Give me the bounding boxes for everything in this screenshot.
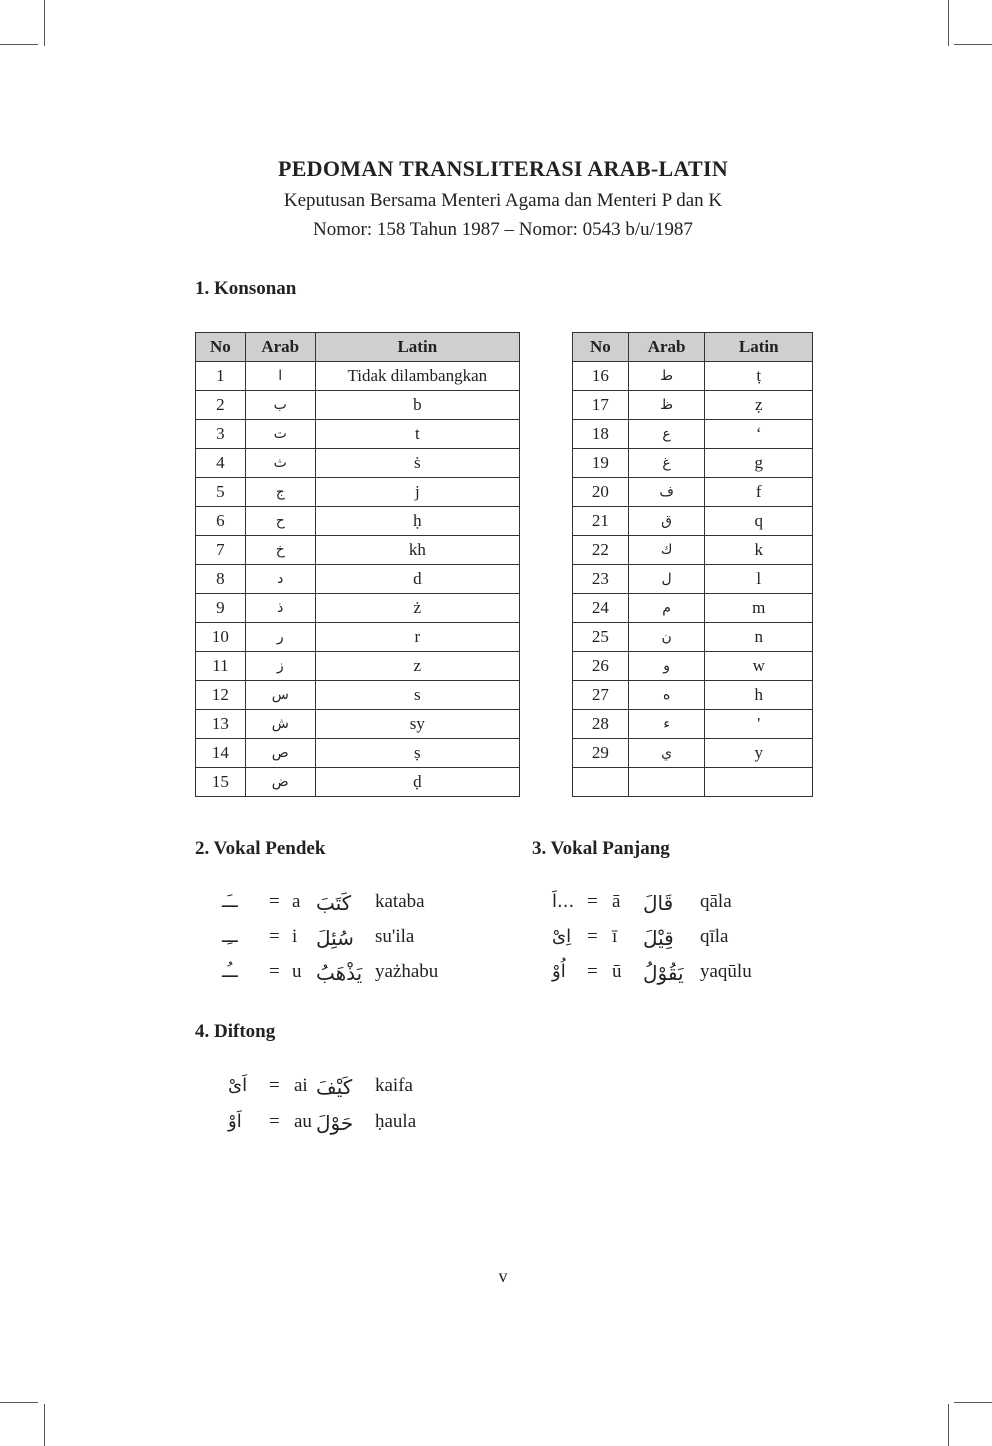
cell-arab: ث: [245, 449, 315, 478]
latin-sound: ū: [612, 961, 622, 982]
table-row: [196, 362, 520, 391]
cell-no: 29: [573, 739, 629, 768]
cell-latin: ẓ: [705, 391, 813, 420]
latin-example: qīla: [700, 926, 729, 947]
cell-latin: ż: [315, 594, 519, 623]
cell-latin: w: [705, 652, 813, 681]
cell-arab: ظ: [628, 391, 705, 420]
cell-no: 2: [196, 391, 246, 420]
latin-sound: ī: [612, 926, 618, 947]
cell-arab: ل: [628, 565, 705, 594]
cell-arab: و: [628, 652, 705, 681]
table-row: [573, 565, 813, 594]
cell-arab: ح: [245, 507, 315, 536]
cell-no: 13: [196, 710, 246, 739]
cell-latin: r: [315, 623, 519, 652]
column-header-latin: Latin: [315, 333, 519, 362]
table-row: [196, 391, 520, 420]
cell-latin: g: [705, 449, 813, 478]
cell-no: 23: [573, 565, 629, 594]
cell-arab: ر: [245, 623, 315, 652]
table-row: [196, 594, 520, 623]
cell-arab: ن: [628, 623, 705, 652]
cell-latin: ḥ: [315, 507, 519, 536]
latin-sound: a: [292, 891, 301, 912]
cell-latin: n: [705, 623, 813, 652]
column-header-arab: Arab: [628, 333, 705, 362]
cell-latin: sy: [315, 710, 519, 739]
latin-sound: i: [292, 926, 298, 947]
list-item: [0, 961, 992, 991]
equals-sign: =: [269, 961, 280, 982]
cell-latin: s: [315, 681, 519, 710]
cell-arab: [628, 768, 705, 797]
cell-latin: k: [705, 536, 813, 565]
cell-arab: د: [245, 565, 315, 594]
cell-no: 6: [196, 507, 246, 536]
vowel-mark: اَىْ: [228, 1075, 248, 1096]
cell-no: 9: [196, 594, 246, 623]
cell-no: 12: [196, 681, 246, 710]
cell-no: 18: [573, 420, 629, 449]
section-vokal-panjang-heading: 3. Vokal Panjang: [532, 838, 670, 859]
column-header-latin: Latin: [705, 333, 813, 362]
cell-no: 20: [573, 478, 629, 507]
arabic-example: يَذْهَبُ: [316, 961, 363, 985]
table-row: [573, 478, 813, 507]
cell-latin: [705, 768, 813, 797]
table-row: [196, 507, 520, 536]
cell-arab: ء: [628, 710, 705, 739]
page-title: PEDOMAN TRANSLITERASI ARAB-LATIN: [277, 156, 729, 181]
cell-no: 14: [196, 739, 246, 768]
equals-sign: =: [587, 961, 598, 982]
table-row: [196, 449, 520, 478]
table-row: [573, 420, 813, 449]
arabic-example: سُئِلَ: [316, 926, 354, 950]
vowel-mark: ــُـ: [222, 961, 238, 982]
cell-latin: kh: [315, 536, 519, 565]
table-row: [573, 594, 813, 623]
subtitle-decree: Keputusan Bersama Menteri Agama dan Menteri P dan K: [283, 190, 723, 211]
arabic-example: كَيْفَ: [316, 1075, 353, 1099]
cell-arab: ي: [628, 739, 705, 768]
cell-no: 27: [573, 681, 629, 710]
crop-mark: [954, 44, 992, 45]
cell-arab: ق: [628, 507, 705, 536]
table-row: [196, 681, 520, 710]
cell-latin: ‘: [705, 420, 813, 449]
cell-latin: m: [705, 594, 813, 623]
latin-sound: u: [292, 961, 302, 982]
table-row: [196, 652, 520, 681]
latin-example: yażhabu: [375, 961, 439, 982]
table-row: [196, 565, 520, 594]
cell-latin: d: [315, 565, 519, 594]
table-row: [573, 449, 813, 478]
arabic-example: قِيْلَ: [643, 926, 674, 950]
latin-example: su'ila: [375, 926, 415, 947]
cell-latin: b: [315, 391, 519, 420]
section-konsonan-heading: 1. Konsonan: [195, 278, 297, 299]
vowel-mark: اَوْ: [228, 1111, 242, 1132]
cell-no: [573, 768, 629, 797]
column-header-no: No: [573, 333, 629, 362]
crop-mark: [954, 1402, 992, 1403]
table-row: [196, 768, 520, 797]
cell-arab: ش: [245, 710, 315, 739]
crop-mark: [44, 0, 45, 46]
table-row: [573, 710, 813, 739]
section-diftong-heading: 4. Diftong: [195, 1021, 276, 1042]
table-row: [573, 623, 813, 652]
cell-no: 4: [196, 449, 246, 478]
crop-mark: [948, 0, 949, 46]
cell-no: 11: [196, 652, 246, 681]
konsonan-table-right: [572, 332, 813, 797]
table-row: [573, 536, 813, 565]
table-row: [573, 768, 813, 797]
crop-mark: [44, 1404, 45, 1446]
cell-no: 10: [196, 623, 246, 652]
cell-arab: س: [245, 681, 315, 710]
arabic-example: قَالَ: [643, 891, 674, 915]
cell-no: 8: [196, 565, 246, 594]
cell-latin: j: [315, 478, 519, 507]
list-item: [0, 1111, 992, 1141]
section-vokal-pendek-heading: 2. Vokal Pendek: [195, 838, 326, 859]
crop-mark: [0, 44, 38, 45]
crop-mark: [0, 1402, 38, 1403]
vowel-mark: اِىْ: [552, 926, 572, 947]
cell-arab: ت: [245, 420, 315, 449]
cell-arab: ع: [628, 420, 705, 449]
cell-arab: ك: [628, 536, 705, 565]
crop-mark: [948, 1404, 949, 1446]
table-row: [196, 739, 520, 768]
cell-latin: t: [315, 420, 519, 449]
latin-example: yaqūlu: [700, 961, 752, 982]
cell-arab: ج: [245, 478, 315, 507]
page-number: v: [498, 1266, 508, 1286]
cell-arab: غ: [628, 449, 705, 478]
arabic-example: يَقُوْلُ: [643, 961, 684, 985]
cell-arab: ذ: [245, 594, 315, 623]
equals-sign: =: [269, 1075, 280, 1096]
cell-latin: ṭ: [705, 362, 813, 391]
cell-latin: ṣ: [315, 739, 519, 768]
cell-no: 24: [573, 594, 629, 623]
cell-latin: ': [705, 710, 813, 739]
latin-sound: au: [294, 1111, 312, 1132]
cell-arab: م: [628, 594, 705, 623]
table-row: [573, 391, 813, 420]
cell-no: 25: [573, 623, 629, 652]
vowel-mark: ...اَ: [552, 891, 575, 912]
cell-latin: l: [705, 565, 813, 594]
cell-no: 21: [573, 507, 629, 536]
latin-sound: ā: [612, 891, 621, 912]
table-row: [573, 739, 813, 768]
cell-no: 28: [573, 710, 629, 739]
cell-arab: ص: [245, 739, 315, 768]
cell-latin: z: [315, 652, 519, 681]
table-row: [573, 681, 813, 710]
cell-no: 1: [196, 362, 246, 391]
cell-no: 3: [196, 420, 246, 449]
latin-sound: ai: [294, 1075, 308, 1096]
cell-no: 17: [573, 391, 629, 420]
table-row: [573, 362, 813, 391]
cell-arab: ب: [245, 391, 315, 420]
equals-sign: =: [587, 926, 598, 947]
table-row: [196, 536, 520, 565]
vowel-mark: ــَـ: [222, 891, 238, 912]
cell-no: 5: [196, 478, 246, 507]
cell-no: 26: [573, 652, 629, 681]
column-header-no: No: [196, 333, 246, 362]
equals-sign: =: [587, 891, 598, 912]
cell-latin: q: [705, 507, 813, 536]
cell-arab: ز: [245, 652, 315, 681]
cell-latin: ṡ: [315, 449, 519, 478]
vowel-mark: ــِـ: [222, 926, 238, 947]
cell-arab: ط: [628, 362, 705, 391]
list-item: [0, 891, 992, 921]
latin-example: qāla: [700, 891, 732, 912]
cell-arab: خ: [245, 536, 315, 565]
column-header-arab: Arab: [245, 333, 315, 362]
cell-latin: y: [705, 739, 813, 768]
cell-arab: ف: [628, 478, 705, 507]
table-row: [196, 478, 520, 507]
cell-latin: f: [705, 478, 813, 507]
equals-sign: =: [269, 891, 280, 912]
latin-example: kaifa: [375, 1075, 413, 1096]
cell-arab: ا: [245, 362, 315, 391]
equals-sign: =: [269, 1111, 280, 1132]
cell-latin: ḍ: [315, 768, 519, 797]
cell-no: 22: [573, 536, 629, 565]
arabic-example: حَوْلَ: [316, 1111, 354, 1135]
table-row: [196, 420, 520, 449]
cell-no: 7: [196, 536, 246, 565]
table-row: [196, 710, 520, 739]
cell-latin: Tidak dilambangkan: [315, 362, 519, 391]
cell-arab: ه: [628, 681, 705, 710]
cell-latin: h: [705, 681, 813, 710]
list-item: [0, 1075, 992, 1105]
table-row: [573, 507, 813, 536]
cell-no: 15: [196, 768, 246, 797]
arabic-example: كَتَبَ: [316, 891, 352, 915]
cell-arab: ض: [245, 768, 315, 797]
vowel-mark: اُوْ: [552, 961, 566, 982]
latin-example: ḥaula: [375, 1111, 417, 1132]
table-row: [573, 652, 813, 681]
equals-sign: =: [269, 926, 280, 947]
cell-no: 19: [573, 449, 629, 478]
list-item: [0, 926, 992, 956]
konsonan-table-left: [195, 332, 520, 797]
table-row: [196, 623, 520, 652]
subtitle-number: Nomor: 158 Tahun 1987 – Nomor: 0543 b/u/1987: [313, 219, 693, 240]
latin-example: kataba: [375, 891, 425, 912]
cell-no: 16: [573, 362, 629, 391]
